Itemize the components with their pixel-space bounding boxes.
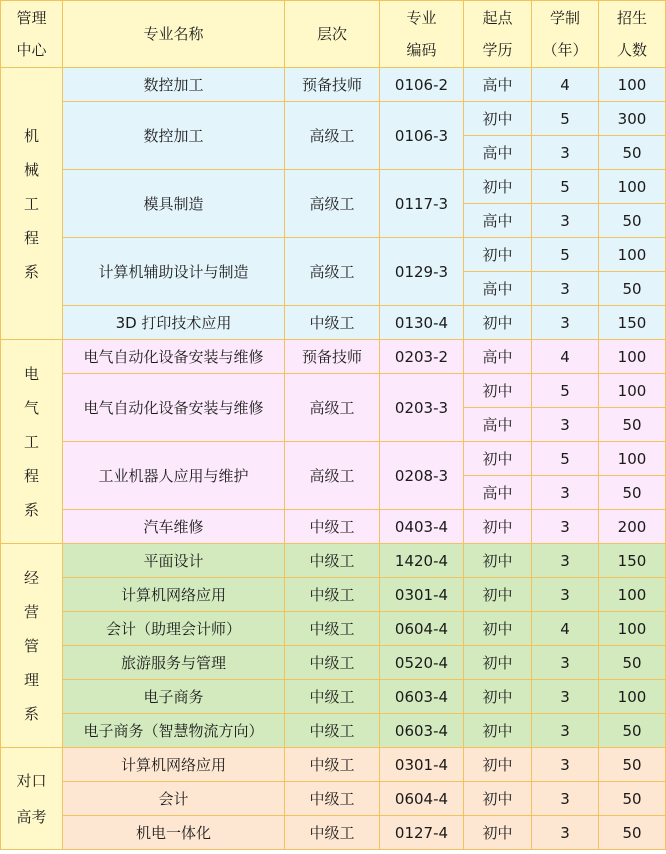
major-name-cell: 数控加工 xyxy=(63,68,285,102)
duration-cell: 4 xyxy=(532,340,599,374)
education-cell: 初中 xyxy=(464,170,532,204)
department-label: 经 xyxy=(23,568,39,587)
level-cell: 中级工 xyxy=(285,306,380,340)
level-cell: 高级工 xyxy=(285,238,380,306)
code-cell: 0603-4 xyxy=(380,680,464,714)
table-row xyxy=(1,816,666,850)
enrollment-cell: 150 xyxy=(599,306,666,340)
duration-cell: 5 xyxy=(532,102,599,136)
header-major-name: 专业名称 xyxy=(63,1,285,68)
level-cell: 中级工 xyxy=(285,782,380,816)
header-center-line1: 管理 xyxy=(16,9,47,27)
level-cell: 中级工 xyxy=(285,816,380,850)
department-label: 工 xyxy=(23,194,39,213)
duration-cell: 5 xyxy=(532,374,599,408)
major-name-cell: 电子商务（智慧物流方向） xyxy=(63,714,285,748)
table-row xyxy=(1,544,666,578)
header-center-line2: 中心 xyxy=(16,41,47,59)
department-label: 电 xyxy=(23,364,39,383)
code-cell: 0604-4 xyxy=(380,782,464,816)
major-name-cell: 会计（助理会计师） xyxy=(63,612,285,646)
code-cell: 0208-3 xyxy=(380,442,464,510)
header-education-line1: 起点 xyxy=(482,9,513,27)
duration-cell: 3 xyxy=(532,748,599,782)
code-cell: 0106-3 xyxy=(380,102,464,170)
major-name-cell: 3D 打印技术应用 xyxy=(63,306,285,340)
level-cell: 预备技师 xyxy=(285,68,380,102)
duration-cell: 3 xyxy=(532,204,599,238)
education-cell: 初中 xyxy=(464,374,532,408)
duration-cell: 3 xyxy=(532,408,599,442)
enrollment-cell: 50 xyxy=(599,646,666,680)
level-cell: 中级工 xyxy=(285,578,380,612)
department-cell xyxy=(1,340,63,544)
education-cell: 初中 xyxy=(464,578,532,612)
table-row xyxy=(1,340,666,374)
code-cell: 0203-3 xyxy=(380,374,464,442)
table-body xyxy=(1,68,666,850)
code-cell: 0203-2 xyxy=(380,340,464,374)
enrollment-cell: 100 xyxy=(599,442,666,476)
level-cell: 中级工 xyxy=(285,646,380,680)
table-row xyxy=(1,646,666,680)
duration-cell: 3 xyxy=(532,714,599,748)
education-cell: 初中 xyxy=(464,680,532,714)
education-cell: 高中 xyxy=(464,408,532,442)
enrollment-cell: 50 xyxy=(599,136,666,170)
major-name-cell: 电子商务 xyxy=(63,680,285,714)
major-name-cell: 旅游服务与管理 xyxy=(63,646,285,680)
table-row xyxy=(1,782,666,816)
header-code xyxy=(380,1,464,68)
header-code-line2: 编码 xyxy=(406,41,437,59)
education-cell: 初中 xyxy=(464,238,532,272)
enrollment-cell: 200 xyxy=(599,510,666,544)
department-label: 气 xyxy=(23,398,39,417)
duration-cell: 3 xyxy=(532,136,599,170)
enrollment-cell: 50 xyxy=(599,272,666,306)
major-name-cell: 计算机辅助设计与制造 xyxy=(63,238,285,306)
header-education xyxy=(464,1,532,68)
header-duration-line2: （年） xyxy=(542,41,588,59)
table-row xyxy=(1,170,666,204)
duration-cell: 5 xyxy=(532,238,599,272)
level-cell: 高级工 xyxy=(285,442,380,510)
education-cell: 初中 xyxy=(464,816,532,850)
duration-cell: 3 xyxy=(532,578,599,612)
level-cell: 中级工 xyxy=(285,510,380,544)
level-cell: 中级工 xyxy=(285,544,380,578)
duration-cell: 3 xyxy=(532,544,599,578)
table-row xyxy=(1,612,666,646)
enrollment-cell: 300 xyxy=(599,102,666,136)
major-name-cell: 电气自动化设备安装与维修 xyxy=(63,340,285,374)
table-row xyxy=(1,238,666,272)
education-cell: 初中 xyxy=(464,714,532,748)
enrollment-cell: 50 xyxy=(599,714,666,748)
duration-cell: 3 xyxy=(532,306,599,340)
header-duration-line1: 学制 xyxy=(549,9,580,27)
duration-cell: 3 xyxy=(532,476,599,510)
major-name-cell: 平面设计 xyxy=(63,544,285,578)
education-cell: 高中 xyxy=(464,68,532,102)
department-cell xyxy=(1,68,63,340)
level-cell: 中级工 xyxy=(285,714,380,748)
enrollment-cell: 100 xyxy=(599,238,666,272)
education-cell: 高中 xyxy=(464,476,532,510)
department-label: 营 xyxy=(23,602,39,621)
header-education-line2: 学历 xyxy=(482,41,513,59)
major-name-cell: 数控加工 xyxy=(63,102,285,170)
enrollment-cell: 50 xyxy=(599,748,666,782)
education-cell: 高中 xyxy=(464,136,532,170)
major-name-cell: 机电一体化 xyxy=(63,816,285,850)
table-row xyxy=(1,102,666,136)
enrollment-cell: 50 xyxy=(599,782,666,816)
major-name-cell: 模具制造 xyxy=(63,170,285,238)
table-row xyxy=(1,374,666,408)
code-cell: 0520-4 xyxy=(380,646,464,680)
enrollment-cell: 50 xyxy=(599,476,666,510)
department-label: 系 xyxy=(23,704,39,723)
table-row xyxy=(1,748,666,782)
department-label: 理 xyxy=(23,670,39,689)
major-name-cell: 计算机网络应用 xyxy=(63,748,285,782)
table-row xyxy=(1,442,666,476)
code-cell: 0301-4 xyxy=(380,748,464,782)
education-cell: 初中 xyxy=(464,646,532,680)
code-cell: 0604-4 xyxy=(380,612,464,646)
code-cell: 0301-4 xyxy=(380,578,464,612)
duration-cell: 5 xyxy=(532,442,599,476)
department-label: 械 xyxy=(23,160,39,179)
enrollment-cell: 50 xyxy=(599,204,666,238)
header-code-line1: 专业 xyxy=(406,9,437,27)
education-cell: 初中 xyxy=(464,782,532,816)
education-cell: 初中 xyxy=(464,510,532,544)
education-cell: 高中 xyxy=(464,340,532,374)
major-name-cell: 会计 xyxy=(63,782,285,816)
duration-cell: 3 xyxy=(532,272,599,306)
enrollment-cell: 100 xyxy=(599,612,666,646)
header-row xyxy=(1,1,666,68)
duration-cell: 3 xyxy=(532,816,599,850)
header-level: 层次 xyxy=(285,1,380,68)
level-cell: 中级工 xyxy=(285,612,380,646)
header-enrollment-line1: 招生 xyxy=(616,9,647,27)
department-label: 程 xyxy=(23,466,39,485)
header-enrollment xyxy=(599,1,666,68)
department-label: 程 xyxy=(23,228,39,247)
header-duration xyxy=(532,1,599,68)
level-cell: 预备技师 xyxy=(285,340,380,374)
education-cell: 初中 xyxy=(464,442,532,476)
level-cell: 高级工 xyxy=(285,170,380,238)
education-cell: 初中 xyxy=(464,748,532,782)
code-cell: 0129-3 xyxy=(380,238,464,306)
enrollment-cell: 50 xyxy=(599,816,666,850)
enrollment-cell: 100 xyxy=(599,68,666,102)
enrollment-cell: 100 xyxy=(599,340,666,374)
major-name-cell: 工业机器人应用与维护 xyxy=(63,442,285,510)
code-cell: 1420-4 xyxy=(380,544,464,578)
table-row xyxy=(1,306,666,340)
duration-cell: 5 xyxy=(532,170,599,204)
header-center xyxy=(1,1,63,68)
table-row xyxy=(1,578,666,612)
department-label: 系 xyxy=(23,500,39,519)
duration-cell: 3 xyxy=(532,680,599,714)
education-cell: 初中 xyxy=(464,544,532,578)
duration-cell: 4 xyxy=(532,612,599,646)
department-cell xyxy=(1,748,63,850)
enrollment-cell: 50 xyxy=(599,408,666,442)
duration-cell: 3 xyxy=(532,782,599,816)
table-row xyxy=(1,680,666,714)
enrollment-cell: 100 xyxy=(599,170,666,204)
duration-cell: 3 xyxy=(532,510,599,544)
enrollment-cell: 100 xyxy=(599,578,666,612)
level-cell: 中级工 xyxy=(285,748,380,782)
code-cell: 0106-2 xyxy=(380,68,464,102)
code-cell: 0117-3 xyxy=(380,170,464,238)
major-name-cell: 电气自动化设备安装与维修 xyxy=(63,374,285,442)
major-name-cell: 汽车维修 xyxy=(63,510,285,544)
code-cell: 0603-4 xyxy=(380,714,464,748)
table-row xyxy=(1,510,666,544)
duration-cell: 4 xyxy=(532,68,599,102)
level-cell: 高级工 xyxy=(285,102,380,170)
department-label: 机 xyxy=(23,126,39,145)
education-cell: 高中 xyxy=(464,272,532,306)
table-row xyxy=(1,714,666,748)
enrollment-cell: 100 xyxy=(599,680,666,714)
code-cell: 0127-4 xyxy=(380,816,464,850)
department-label: 工 xyxy=(23,432,39,451)
table-row xyxy=(1,68,666,102)
duration-cell: 3 xyxy=(532,646,599,680)
major-name-cell: 计算机网络应用 xyxy=(63,578,285,612)
department-label: 系 xyxy=(23,262,39,281)
enrollment-cell: 100 xyxy=(599,374,666,408)
level-cell: 高级工 xyxy=(285,374,380,442)
department-cell xyxy=(1,544,63,748)
department-label: 高考 xyxy=(16,807,47,826)
code-cell: 0403-4 xyxy=(380,510,464,544)
department-label: 管 xyxy=(23,636,39,655)
code-cell: 0130-4 xyxy=(380,306,464,340)
education-cell: 高中 xyxy=(464,204,532,238)
department-label: 对口 xyxy=(16,771,47,790)
education-cell: 初中 xyxy=(464,102,532,136)
level-cell: 中级工 xyxy=(285,680,380,714)
enrollment-cell: 150 xyxy=(599,544,666,578)
header-enrollment-line2: 人数 xyxy=(616,41,647,59)
education-cell: 初中 xyxy=(464,612,532,646)
education-cell: 初中 xyxy=(464,306,532,340)
